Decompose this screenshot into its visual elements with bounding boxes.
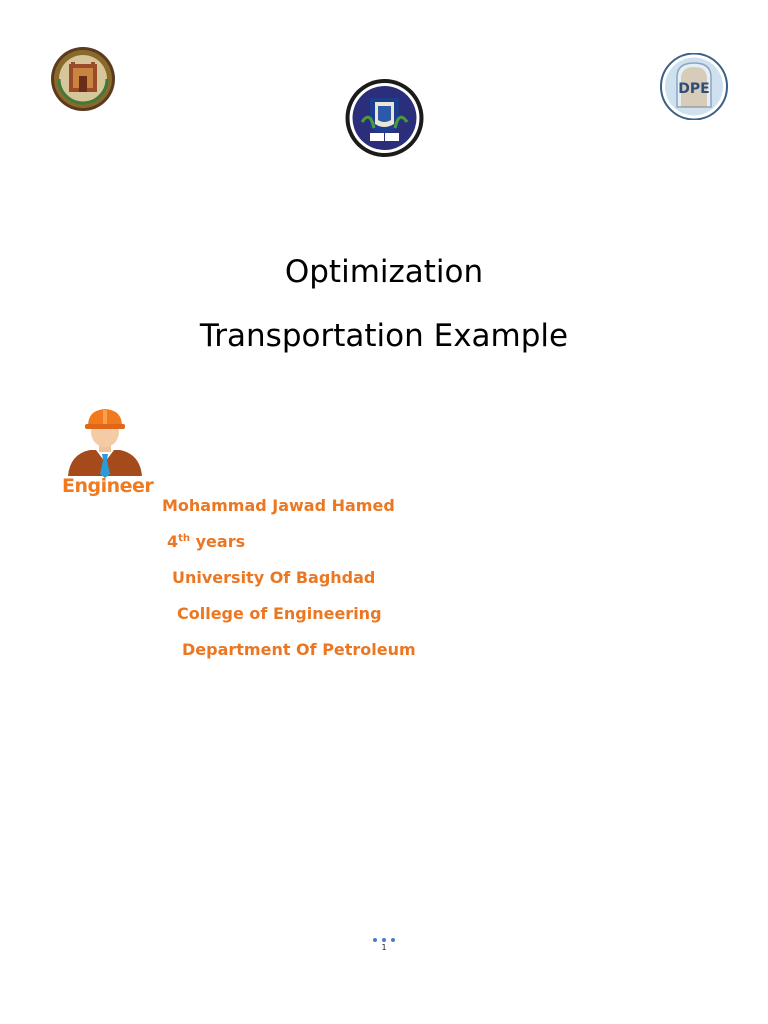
university-name: University Of Baghdad [172, 568, 376, 587]
page-dots-ornament [364, 938, 404, 942]
dpe-logo [659, 53, 729, 120]
university-emblem-logo [344, 78, 425, 158]
study-year [167, 532, 245, 551]
university-seal-logo [49, 46, 117, 112]
document-title: Optimization [284, 254, 484, 290]
year-suffix: th [178, 533, 191, 544]
svg-text:DPE: DPE [678, 81, 710, 97]
page-number: 1 [381, 943, 387, 952]
year-number: 4 [167, 532, 179, 551]
author-name: Mohammad Jawad Hamed [162, 496, 395, 515]
page-footer [364, 938, 404, 968]
year-word: years [190, 532, 246, 551]
department-name: Department Of Petroleum [182, 640, 416, 659]
college-name: College of Engineering [177, 604, 382, 623]
document-subtitle: Transportation Example [199, 318, 569, 354]
engineer-label: Engineer [62, 475, 154, 497]
